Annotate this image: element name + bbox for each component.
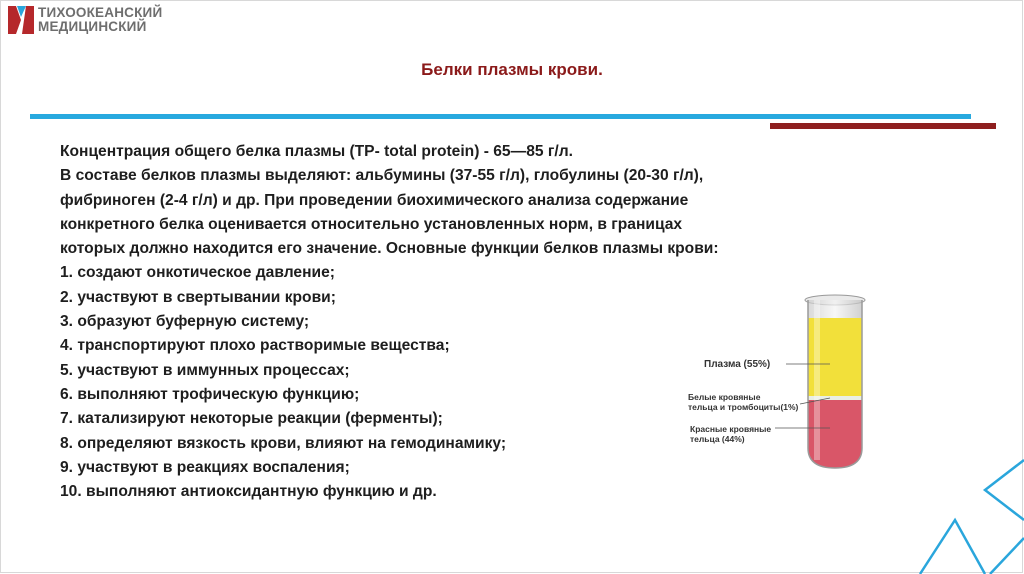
list-item: 8. определяют вязкость крови, влияют на гемодинамику;	[60, 434, 507, 452]
red-cells-label-2: тельца (44%)	[690, 434, 745, 444]
intro-line: Концентрация общего белка плазмы (ТР- total protein) - 65—85 г/л.	[60, 143, 573, 160]
intro-line: конкретного белка оценивается относительно установленных норм, в границах	[60, 215, 683, 233]
logo-line-2: МЕДИЦИНСКИЙ	[38, 19, 147, 34]
white-cells-label-1: Белые кровяные	[688, 392, 761, 402]
list-item: 9. участвуют в реакциях воспаления;	[60, 458, 350, 476]
list-item: 4. транспортируют плохо растворимые вещества;	[60, 337, 450, 355]
intro-line: которых должно находится его значение. Основные функции белков плазмы крови:	[60, 240, 719, 258]
intro-line: фибриноген (2-4 г/л) и др. При проведении биохимического анализа содержание	[60, 191, 689, 209]
intro-line: В составе белков плазмы выделяют: альбумины (37-55 г/л), глобулины (20-30 г/л),	[60, 167, 704, 185]
plasma-label: Плазма (55%)	[704, 359, 771, 370]
list-item: 6. выполняют трофическую функцию;	[60, 385, 360, 403]
list-item: 7. катализируют некоторые реакции (ферменты);	[60, 410, 443, 428]
red-cells-label-1: Красные кровяные	[690, 424, 772, 434]
list-item: 5. участвуют в иммунных процессах;	[60, 361, 350, 379]
list-item: 1. создают онкотическое давление;	[60, 264, 335, 282]
list-item: 2. участвуют в свертывании крови;	[60, 288, 336, 306]
white-cells-label-2: тельца и тромбоциты(1%)	[688, 402, 799, 412]
list-item: 3. образуют буферную систему;	[60, 313, 310, 331]
list-item: 10. выполняют антиоксидантную функцию и др.	[60, 483, 437, 501]
slide-title: Белки плазмы крови.	[421, 60, 603, 79]
logo-line-1: ТИХООКЕАНСКИЙ	[38, 5, 163, 20]
